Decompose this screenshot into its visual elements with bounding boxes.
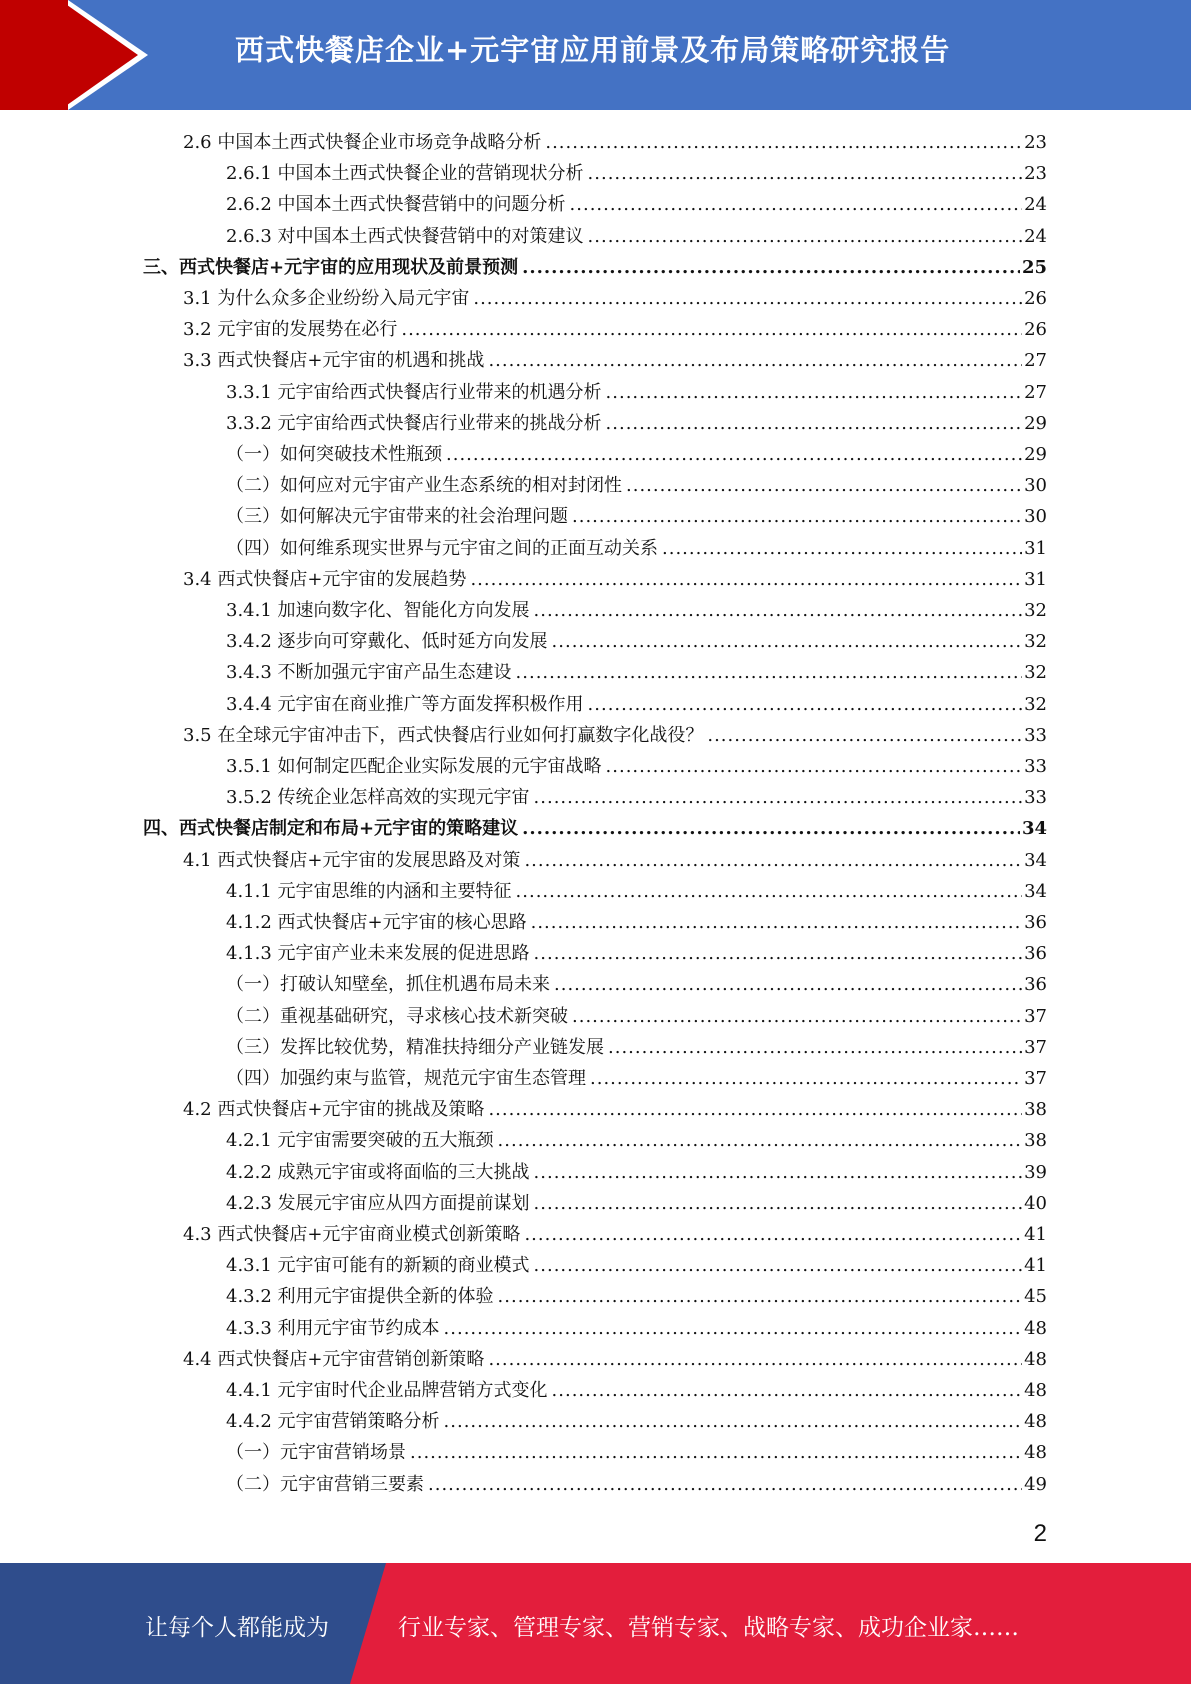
toc-entry-title: 4.4.1 元宇宙时代企业品牌营销方式变化 [226,1380,548,1401]
toc-leader-dots [488,350,1022,371]
toc-entry-page: 37 [1024,1005,1047,1027]
toc-entry-title: 4.3.3 利用元宇宙节约成本 [226,1317,440,1339]
page-number: 2 [1033,1520,1047,1547]
toc-entry-title: 2.6 中国本土西式快餐企业市场竞争战略分析 [183,132,542,153]
toc-entry[interactable] [226,783,1047,814]
toc-entry-page: 33 [1024,787,1047,809]
toc-entry[interactable] [226,1376,1047,1407]
toc-entry-page: 30 [1024,506,1047,528]
toc-entry-page: 38 [1024,1099,1047,1121]
toc-entry-title: 3.5 在全球元宇宙冲击下，西式快餐店行业如何打赢数字化战役？ [183,724,704,746]
toc-entry-page: 34 [1024,880,1047,902]
toc-entry[interactable] [226,190,1047,221]
toc-entry-title: （三）发挥比较优势，精准扶持细分产业链发展 [226,1036,604,1058]
toc-entry[interactable] [226,534,1047,565]
toc-entry-title: 3.4.3 不断加强元宇宙产品生态建设 [226,662,512,684]
toc-leader-dots [516,662,1023,683]
toc-leader-dots [572,1006,1022,1027]
toc-entry-title: 4.1.3 元宇宙产业未来发展的促进思路 [226,943,530,965]
toc-entry[interactable] [226,908,1047,939]
toc-leader-dots [488,1099,1022,1120]
toc-entry-page: 38 [1024,1130,1047,1152]
toc-leader-dots [606,413,1023,434]
toc-entry-page: 27 [1024,350,1047,372]
page-footer [0,1563,1191,1684]
toc-entry[interactable] [226,440,1047,471]
footer-slogan-right: 行业专家、管理专家、营销专家、战略专家、成功企业家…… [398,1615,1019,1641]
toc-leader-dots [401,319,1022,340]
toc-entry-title: 4.2.3 发展元宇宙应从四方面提前谋划 [226,1192,530,1214]
toc-entry-page: 48 [1024,1442,1047,1464]
toc-leader-dots [626,475,1022,496]
toc-leader-dots [534,1162,1023,1183]
toc-entry[interactable] [226,409,1047,440]
toc-leader-dots [498,1286,1023,1307]
toc-entry[interactable] [183,128,1047,159]
toc-entry[interactable] [226,159,1047,190]
report-title: 西式快餐店企业+元宇宙应用前景及布局策略研究报告 [235,33,951,67]
toc-entry[interactable] [226,1407,1047,1438]
toc-leader-dots [588,163,1023,184]
toc-entry-page: 48 [1024,1380,1047,1401]
toc-entry[interactable] [183,721,1047,752]
toc-entry-page: 32 [1024,631,1047,653]
toc-entry-page: 23 [1024,132,1047,153]
toc-entry-page: 31 [1024,568,1047,590]
toc-entry-title: （三）如何解决元宇宙带来的社会治理问题 [226,506,568,528]
toc-entry[interactable] [226,752,1047,783]
toc-leader-dots [516,881,1023,902]
toc-leader-dots [707,725,1022,746]
toc-entry-title: （二）如何应对元宇宙产业生态系统的相对封闭性 [226,475,622,497]
toc-leader-dots [488,1349,1022,1370]
toc-entry-title: 3.5.2 传统企业怎样高效的实现元宇宙 [226,787,530,809]
toc-leader-dots [545,132,1022,153]
toc-entry-page: 25 [1021,256,1047,278]
toc-leader-dots [470,569,1022,590]
toc-entry[interactable] [183,346,1047,377]
toc-entry[interactable] [226,596,1047,627]
toc-entry-page: 34 [1021,818,1047,840]
toc-entry-page: 29 [1024,412,1047,434]
toc-leader-dots [606,382,1023,403]
toc-leader-dots [522,818,1020,839]
toc-entry-title: 3.4.1 加速向数字化、智能化方向发展 [226,600,530,621]
toc-leader-dots [534,943,1023,964]
toc-entry-title: 四、西式快餐店制定和布局+元宇宙的策略建议 [143,818,519,840]
toc-entry-title: （二）元宇宙营销三要素 [226,1473,424,1495]
toc-entry[interactable] [226,690,1047,721]
toc-entry-title: （四）如何维系现实世界与元宇宙之间的正面互动关系 [226,537,658,559]
toc-leader-dots [588,226,1023,247]
toc-entry[interactable] [226,1282,1047,1313]
toc-entry-title: 2.6.2 中国本土西式快餐营销中的问题分析 [226,194,566,216]
toc-entry[interactable] [226,1002,1047,1033]
toc-leader-dots [446,444,1022,465]
toc-entry-page: 49 [1024,1473,1047,1495]
toc-entry[interactable] [183,846,1047,877]
toc-leader-dots [554,974,1022,995]
toc-entry-page: 27 [1024,381,1047,403]
toc-entry[interactable] [226,658,1047,689]
toc-entry[interactable] [226,222,1047,253]
toc-leader-dots [552,1380,1023,1401]
toc-entry-title: 3.2 元宇宙的发展势在必行 [183,319,398,341]
toc-entry[interactable] [226,1158,1047,1189]
toc-entry[interactable] [226,877,1047,908]
toc-entry-title: 4.3.2 利用元宇宙提供全新的体验 [226,1286,494,1308]
toc-leader-dots [531,912,1022,933]
toc-entry-title: （四）加强约束与监管，规范元宇宙生态管理 [226,1068,586,1089]
toc-entry-title: 3.4.4 元宇宙在商业推广等方面发挥积极作用 [226,693,584,715]
toc-entry[interactable] [226,1064,1047,1095]
toc-entry-page: 37 [1024,1068,1047,1089]
footer-slogan-left: 让每个人都能成为 [145,1615,329,1641]
toc-entry[interactable] [226,627,1047,658]
toc-entry-page: 26 [1024,288,1047,309]
toc-leader-dots [524,850,1022,871]
toc-entry[interactable] [143,253,1047,284]
toc-entry-title: 4.1.1 元宇宙思维的内涵和主要特征 [226,880,512,902]
toc-entry-page: 32 [1024,693,1047,715]
toc-leader-dots [410,1442,1022,1463]
toc-entry-title: （一）如何突破技术性瓶颈 [226,444,442,465]
toc-entry-title: 4.1.2 西式快餐店+元宇宙的核心思路 [226,912,527,933]
toc-entry[interactable] [226,970,1047,1001]
toc-entry[interactable] [226,502,1047,533]
toc-entry-page: 48 [1024,1348,1047,1370]
toc-entry-page: 24 [1024,194,1047,216]
toc-entry[interactable] [226,1033,1047,1064]
toc-leader-dots [522,257,1020,278]
toc-entry-title: 2.6.1 中国本土西式快餐企业的营销现状分析 [226,163,584,185]
toc-leader-dots [608,1037,1022,1058]
toc-leader-dots [534,1255,1023,1276]
toc-entry-title: 三、西式快餐店+元宇宙的应用现状及前景预测 [143,256,519,278]
toc-entry[interactable] [183,565,1047,596]
toc-entry[interactable] [183,1220,1047,1251]
toc-entry-title: 4.2.1 元宇宙需要突破的五大瓶颈 [226,1130,494,1152]
toc-entry-page: 24 [1024,225,1047,247]
toc-leader-dots [570,194,1023,215]
toc-entry[interactable] [183,1095,1047,1126]
toc-entry[interactable] [183,284,1047,315]
toc-leader-dots [572,506,1022,527]
toc-leader-dots [534,787,1023,808]
toc-leader-dots [662,538,1022,559]
toc-entry-title: 3.5.1 如何制定匹配企业实际发展的元宇宙战略 [226,756,602,777]
toc-leader-dots [473,288,1022,309]
header-red-block [0,0,68,110]
toc-entry-page: 45 [1024,1286,1047,1308]
toc-entry-page: 33 [1024,724,1047,746]
toc-leader-dots [552,631,1023,652]
toc-entry-title: 4.4.2 元宇宙营销策略分析 [226,1411,440,1433]
toc-entry-title: 3.3.1 元宇宙给西式快餐店行业带来的机遇分析 [226,381,602,403]
toc-entry[interactable] [226,378,1047,409]
toc-entry-title: 3.1 为什么众多企业纷纷入局元宇宙 [183,288,470,309]
toc-leader-dots [428,1474,1022,1495]
toc-entry-title: 2.6.3 对中国本土西式快餐营销中的对策建议 [226,225,584,247]
toc-entry[interactable] [226,1438,1047,1469]
toc-leader-dots [524,1224,1022,1245]
toc-entry-title: 3.3.2 元宇宙给西式快餐店行业带来的挑战分析 [226,412,602,434]
toc-entry-title: （一）打破认知壁垒，抓住机遇布局未来 [226,974,550,996]
toc-leader-dots [444,1318,1023,1339]
page-header [0,0,1191,110]
toc-entry-page: 39 [1024,1161,1047,1183]
toc-entry-page: 48 [1024,1317,1047,1339]
toc-entry[interactable] [226,471,1047,502]
toc-entry-page: 32 [1024,662,1047,684]
toc-entry-title: 4.2 西式快餐店+元宇宙的挑战及策略 [183,1099,485,1121]
toc-entry[interactable] [226,1314,1047,1345]
toc-leader-dots [606,756,1023,777]
toc-leader-dots [534,1193,1023,1214]
toc-entry-title: 3.4 西式快餐店+元宇宙的发展趋势 [183,568,467,590]
toc-entry-page: 36 [1024,912,1047,933]
header-red-chevron [60,0,138,110]
toc-entry[interactable] [226,939,1047,970]
toc-entry-title: 4.3 西式快餐店+元宇宙商业模式创新策略 [183,1224,521,1245]
toc-entry-title: （二）重视基础研究，寻求核心技术新突破 [226,1005,568,1027]
toc-entry-page: 30 [1024,475,1047,497]
toc-entry-page: 29 [1024,444,1047,465]
toc-entry[interactable] [143,814,1047,845]
toc-entry-page: 31 [1024,537,1047,559]
toc-entry-page: 48 [1024,1411,1047,1433]
toc-leader-dots [588,694,1023,715]
footer-blue-slant [350,1563,386,1684]
toc-entry-page: 40 [1024,1192,1047,1214]
toc-entry[interactable] [226,1126,1047,1157]
toc-entry-title: 4.4 西式快餐店+元宇宙营销创新策略 [183,1348,485,1370]
toc-entry-title: （一）元宇宙营销场景 [226,1442,406,1464]
toc-entry-title: 4.3.1 元宇宙可能有的新颖的商业模式 [226,1255,530,1277]
toc-entry[interactable] [226,1470,1047,1501]
toc-leader-dots [534,600,1023,621]
toc-entry-page: 32 [1024,600,1047,621]
toc-entry-page: 41 [1024,1224,1047,1245]
toc-entry[interactable] [226,1189,1047,1220]
toc-leader-dots [498,1130,1023,1151]
toc-entry[interactable] [183,1345,1047,1376]
toc-entry-title: 3.3 西式快餐店+元宇宙的机遇和挑战 [183,350,485,372]
toc-entry-page: 36 [1024,943,1047,965]
toc-entry[interactable] [226,1251,1047,1282]
toc-entry-title: 4.2.2 成熟元宇宙或将面临的三大挑战 [226,1161,530,1183]
toc-entry-title: 4.1 西式快餐店+元宇宙的发展思路及对策 [183,849,521,871]
toc-entry-page: 23 [1024,163,1047,185]
toc-leader-dots [590,1068,1022,1089]
toc-entry-page: 33 [1024,756,1047,777]
toc-entry-page: 37 [1024,1036,1047,1058]
toc-entry-title: 3.4.2 逐步向可穿戴化、低时延方向发展 [226,631,548,653]
toc-entry-page: 36 [1024,974,1047,996]
toc-entry[interactable] [183,315,1047,346]
toc-entry-page: 26 [1024,319,1047,341]
toc-entry-page: 34 [1024,849,1047,871]
toc-entry-page: 41 [1024,1255,1047,1277]
toc-leader-dots [444,1411,1023,1432]
